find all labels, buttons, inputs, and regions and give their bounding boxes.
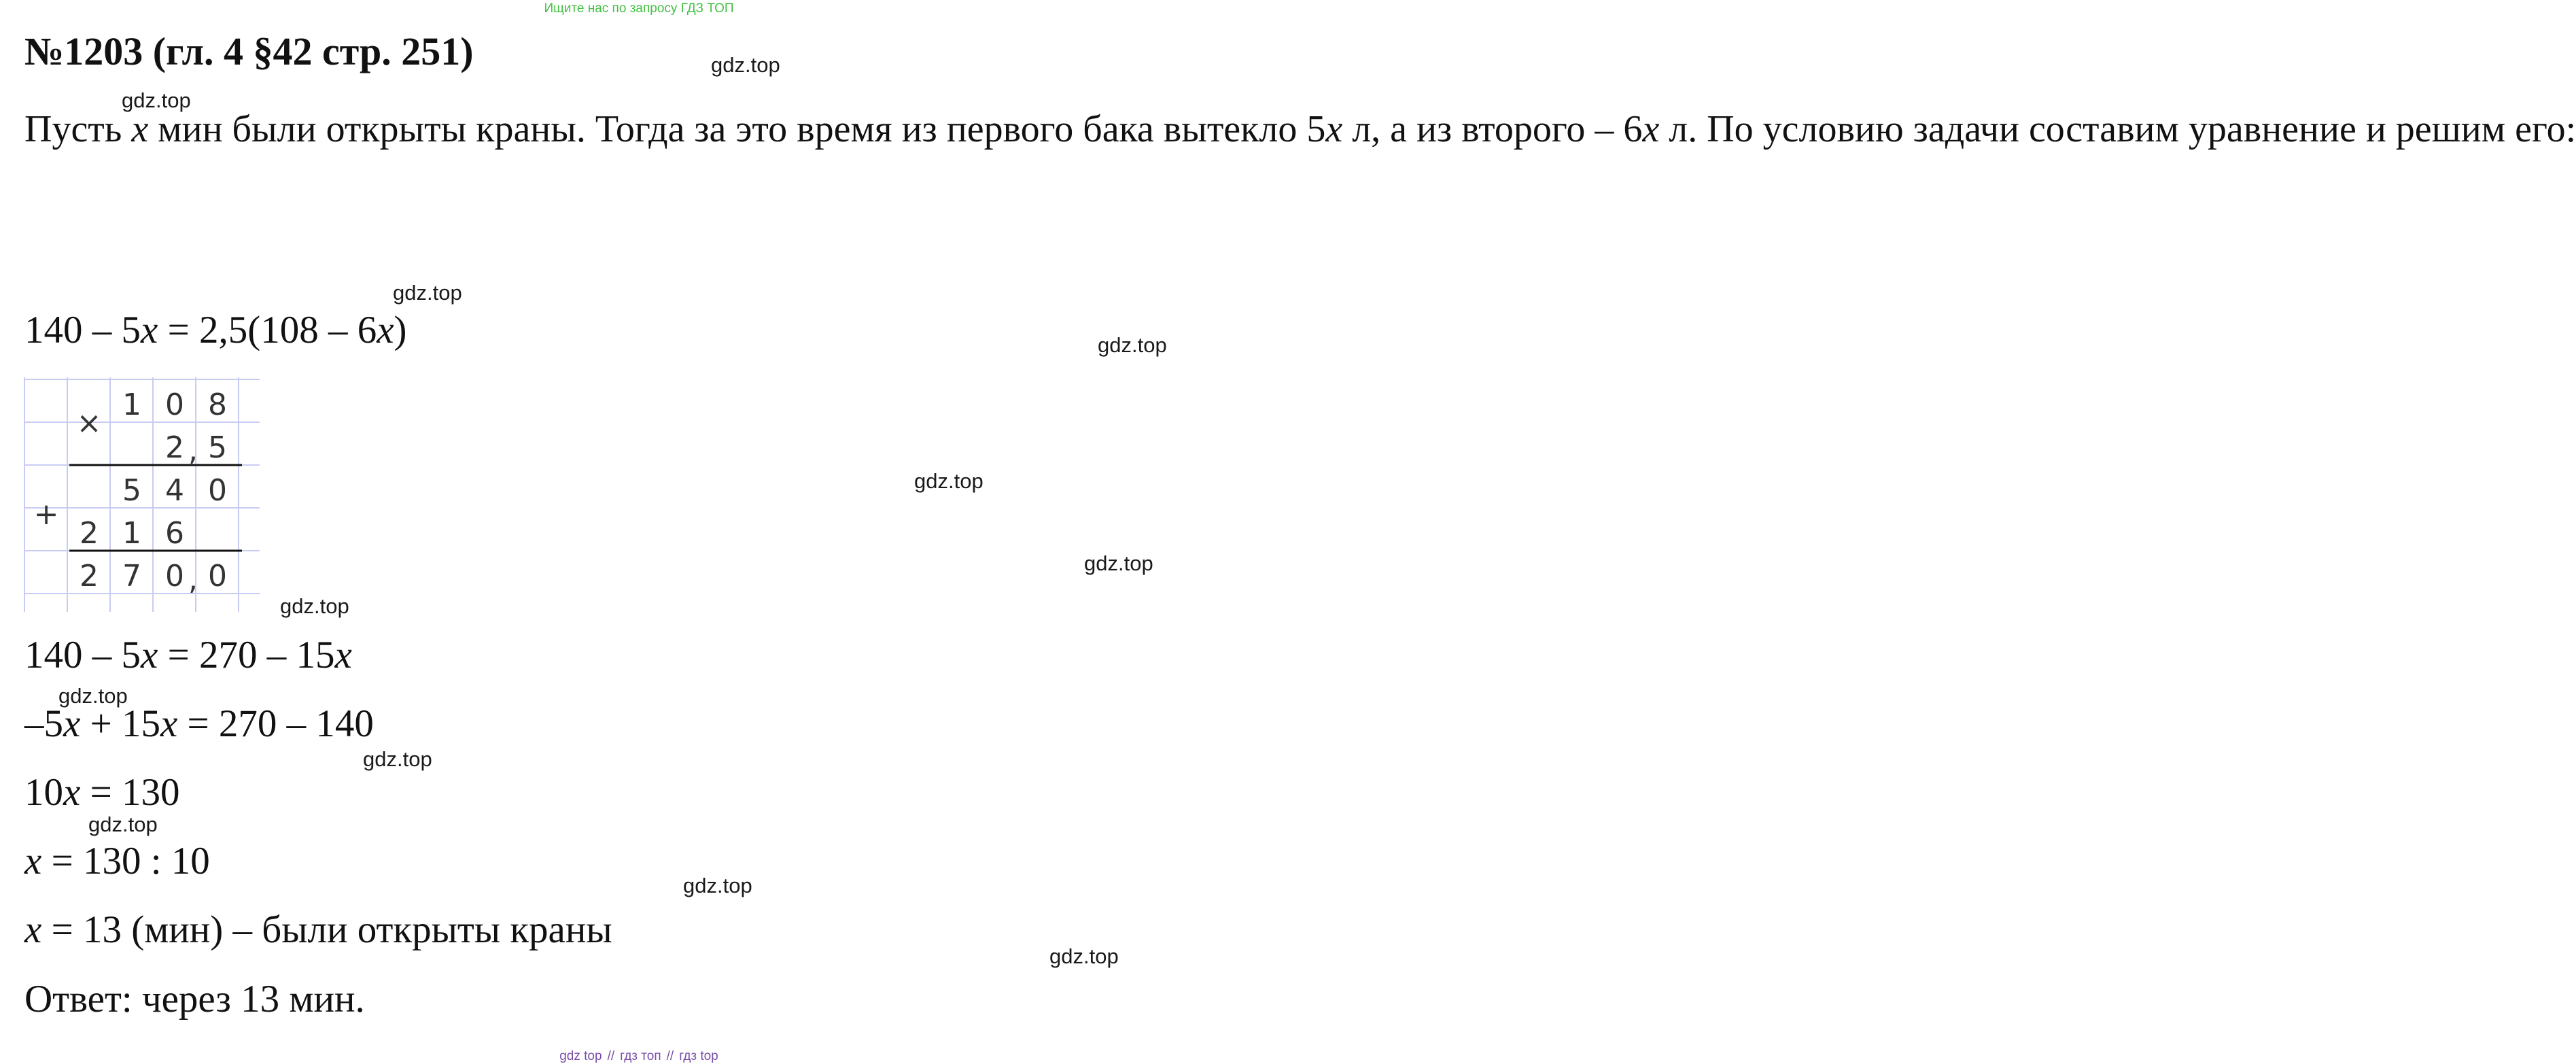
footer-separator: // — [607, 1049, 615, 1063]
plus-sign: + — [33, 497, 59, 532]
eq-part: 140 – 5 — [24, 634, 141, 676]
para-text-4: л. По условию задачи составим уравнение и решим его: — [1659, 108, 2576, 150]
footer-link[interactable]: гдз топ — [620, 1049, 661, 1063]
watermark: gdz.top — [1049, 944, 1119, 968]
digit: 0 — [165, 559, 184, 594]
decimal-comma: , — [188, 433, 198, 468]
watermark: gdz.top — [122, 88, 191, 112]
digit: 5 — [208, 430, 227, 465]
watermark: gdz.top — [914, 469, 984, 493]
digit: 0 — [208, 559, 227, 594]
watermark: gdz.top — [88, 812, 158, 836]
multiply-sign: × — [76, 406, 102, 441]
answer: Ответ: через 13 мин. — [24, 978, 365, 1020]
digit: 2 — [80, 559, 99, 594]
digit: 1 — [122, 388, 141, 422]
eq-var: x — [377, 309, 394, 351]
equation-2 — [24, 633, 352, 677]
para-text-1: Пусть — [24, 108, 132, 150]
watermark: gdz.top — [58, 684, 128, 708]
footer-links — [0, 1049, 1278, 1064]
page-title: №1203 (гл. 4 §42 стр. 251) — [24, 29, 474, 73]
digit: 8 — [208, 388, 227, 422]
eq-part: = 130 : 10 — [41, 840, 210, 882]
equation-5 — [24, 839, 210, 883]
eq-var: x — [24, 908, 42, 951]
equation-4 — [24, 770, 179, 814]
watermark: gdz.top — [1098, 333, 1167, 357]
eq-var: x — [63, 771, 81, 814]
eq-var: x — [160, 702, 178, 745]
eq-var: x — [141, 309, 158, 351]
equation-6 — [24, 908, 612, 952]
digit: 1 — [122, 516, 141, 551]
para-var-3: x — [1642, 108, 1660, 150]
eq-part: 10 — [24, 771, 63, 814]
eq-part: –5 — [24, 702, 63, 745]
footer-separator: // — [666, 1049, 674, 1063]
para-var-1: x — [131, 108, 149, 150]
digit: 2 — [80, 516, 99, 551]
digit: 5 — [122, 473, 141, 508]
watermark: gdz.top — [363, 747, 432, 771]
equation-1 — [24, 308, 407, 352]
watermark: gdz.top — [1084, 551, 1153, 575]
footer-link[interactable]: гдз top — [679, 1049, 718, 1063]
watermark: gdz.top — [683, 874, 752, 897]
eq-part: = 2,5(108 – 6 — [158, 309, 377, 351]
eq-part: = 270 – 140 — [177, 702, 374, 745]
multiplication-grid — [24, 377, 260, 612]
eq-part: = 130 — [80, 771, 180, 814]
eq-part: + 15 — [80, 702, 160, 745]
eq-var: x — [141, 634, 158, 676]
para-text-3: л, а из второго – 6 — [1342, 108, 1643, 150]
eq-part: ) — [394, 309, 407, 351]
digit: 2 — [165, 430, 184, 465]
watermark: gdz.top — [280, 594, 349, 618]
digit: 6 — [165, 516, 184, 551]
watermark: gdz.top — [711, 53, 780, 77]
digit: 0 — [208, 473, 227, 508]
eq-var: x — [334, 634, 352, 676]
top-banner: Ищите нас по запросу ГДЗ ТОП — [544, 1, 734, 16]
digit: 7 — [122, 559, 141, 594]
eq-part: 140 – 5 — [24, 309, 141, 351]
digit: 0 — [165, 388, 184, 422]
para-text-2: мин были открыты краны. Тогда за это время из первого бака вытекло 5 — [148, 108, 1326, 150]
eq-var: x — [63, 702, 81, 745]
para-var-2: x — [1325, 108, 1343, 150]
footer-link[interactable]: gdz top — [559, 1049, 602, 1063]
eq-part: = 270 – 15 — [158, 634, 335, 676]
watermark: gdz.top — [393, 281, 462, 305]
eq-part: = 13 (мин) – были открыты краны — [41, 908, 612, 951]
eq-var: x — [24, 840, 42, 882]
decimal-comma: , — [188, 562, 198, 597]
problem-paragraph — [24, 95, 2576, 164]
digit: 4 — [165, 473, 184, 508]
